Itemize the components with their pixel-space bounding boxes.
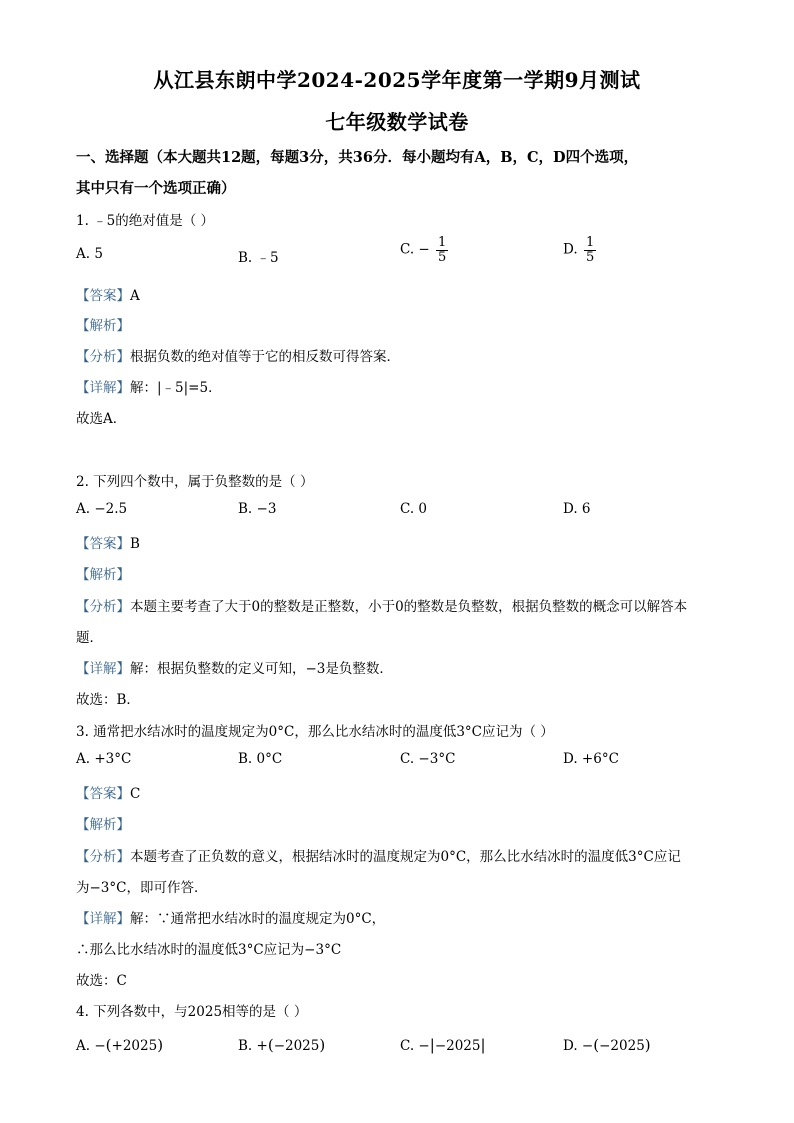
q3-detail-cont: ∴那么比水结冰时的温度低3°C应记为−3°C [76, 942, 342, 958]
q1-option-c-denominator: 5 [438, 249, 447, 265]
q2-detail-text: 解：根据负整数的定义可知，−3是负整数． [130, 661, 393, 677]
q2-option-b: B. −3 [238, 501, 277, 517]
q4-option-d: D. −(−2025) [563, 1036, 651, 1054]
q1-conclusion: 故选A． [76, 411, 127, 427]
q3-conclusion: 故选：C [76, 973, 127, 989]
q3-jiexi-tag: 【解析】 [76, 817, 130, 833]
q3-answer [76, 782, 140, 802]
q1-detail-text: 解：|﹣5|=5． [130, 380, 222, 396]
q1-option-c [400, 236, 448, 264]
q4-option-c: C. −|−2025| [400, 1036, 486, 1054]
q4-option-d-inner: −2025 [599, 1038, 645, 1054]
q1-analysis [76, 345, 400, 365]
section-heading-cont: 其中只有一个选项正确） [76, 180, 236, 197]
q1-answer [76, 284, 140, 304]
q3-option-a: A. +3°C [76, 751, 132, 767]
analysis-tag: 【分析】 [76, 599, 130, 615]
q1-option-d-prefix: D. [563, 241, 578, 258]
q1-option-a: A. 5 [76, 246, 103, 262]
q3-answer-value: C [130, 786, 141, 802]
answer-tag: 【答案】 [76, 786, 130, 802]
q1-option-c-numerator: 1 [438, 235, 447, 250]
q3-analysis [76, 845, 681, 865]
q3-detail [76, 907, 385, 927]
q3-analysis-text: 本题考查了正负数的意义，根据结冰时的温度规定为0°C，那么比水结冰时的温度低3°C应记 [130, 849, 681, 865]
q2-answer [76, 532, 140, 552]
q3-detail-text: 解：∵通常把水结冰时的温度规定为0°C， [130, 911, 386, 927]
detail-tag: 【详解】 [76, 911, 130, 927]
answer-tag: 【答案】 [76, 536, 130, 552]
detail-tag: 【详解】 [76, 661, 130, 677]
analysis-tag: 【分析】 [76, 349, 130, 365]
q1-option-c-fraction [436, 236, 448, 264]
q4-option-d-prefix: D. − [563, 1038, 594, 1054]
q2-detail [76, 657, 393, 677]
q2-option-d: D. 6 [563, 501, 591, 517]
q3-stem: 3. 通常把水结冰时的温度规定为0°C，那么比水结冰时的温度低3°C应记为（ ） [76, 724, 554, 740]
q1-option-d-numerator: 1 [585, 235, 595, 250]
q3-option-d: D. +6°C [563, 751, 619, 767]
q1-option-d [563, 236, 596, 264]
exam-subtitle: 七年级数学试卷 [325, 110, 469, 134]
q4-option-a-inner: +2025 [111, 1038, 158, 1054]
q2-analysis [76, 595, 687, 615]
q2-jiexi-tag: 【解析】 [76, 567, 130, 583]
q4-stem: 4. 下列各数中，与2025相等的是（ ） [76, 1004, 308, 1020]
q1-option-d-fraction [584, 236, 596, 264]
q1-option-c-prefix: C. − [400, 241, 430, 258]
q1-detail [76, 376, 222, 396]
q2-option-c: C. 0 [400, 501, 428, 517]
q2-stem: 2. 下列四个数中，属于负整数的是（ ） [76, 474, 314, 490]
q3-analysis-cont: 为−3°C，即可作答． [76, 880, 208, 896]
section-heading: 一、选择题（本大题共12题，每题3分，共36分．每小题均有A，B，C，D四个选项， [76, 149, 639, 166]
q4-option-b: B. +(−2025) [238, 1036, 326, 1054]
q2-answer-value: B [130, 536, 140, 552]
answer-tag: 【答案】 [76, 288, 130, 304]
q1-jiexi-tag: 【解析】 [76, 318, 130, 334]
q4-option-b-prefix: B. + [238, 1038, 268, 1054]
q4-option-a-prefix: A. − [76, 1038, 106, 1054]
q1-answer-value: A [130, 288, 140, 304]
q4-option-c-inner: −2025 [434, 1038, 481, 1054]
q4-option-a: A. −(+2025) [76, 1036, 164, 1054]
q2-conclusion: 故选：B． [76, 692, 140, 708]
q2-analysis-text: 本题主要考查了大于0的整数是正整数，小于0的整数是负整数，根据负整数的概念可以解答本 [130, 599, 688, 615]
q2-analysis-cont: 题． [76, 630, 103, 646]
q1-option-b: B. ﹣5 [238, 250, 279, 266]
detail-tag: 【详解】 [76, 380, 130, 396]
q1-option-d-denominator: 5 [585, 249, 595, 265]
q2-option-a: A. −2.5 [76, 501, 128, 517]
q1-stem: 1. ﹣5的绝对值是（ ） [76, 213, 215, 229]
q4-option-c-prefix: C. − [400, 1038, 430, 1054]
analysis-tag: 【分析】 [76, 849, 130, 865]
q1-analysis-text: 根据负数的绝对值等于它的相反数可得答案． [130, 349, 400, 365]
q4-option-b-inner: −2025 [273, 1038, 320, 1054]
q3-option-c: C. −3°C [400, 751, 456, 767]
q3-option-b: B. 0°C [238, 751, 283, 767]
exam-title: 从江县东朗中学2024-2025学年度第一学期9月测试 [153, 68, 641, 92]
